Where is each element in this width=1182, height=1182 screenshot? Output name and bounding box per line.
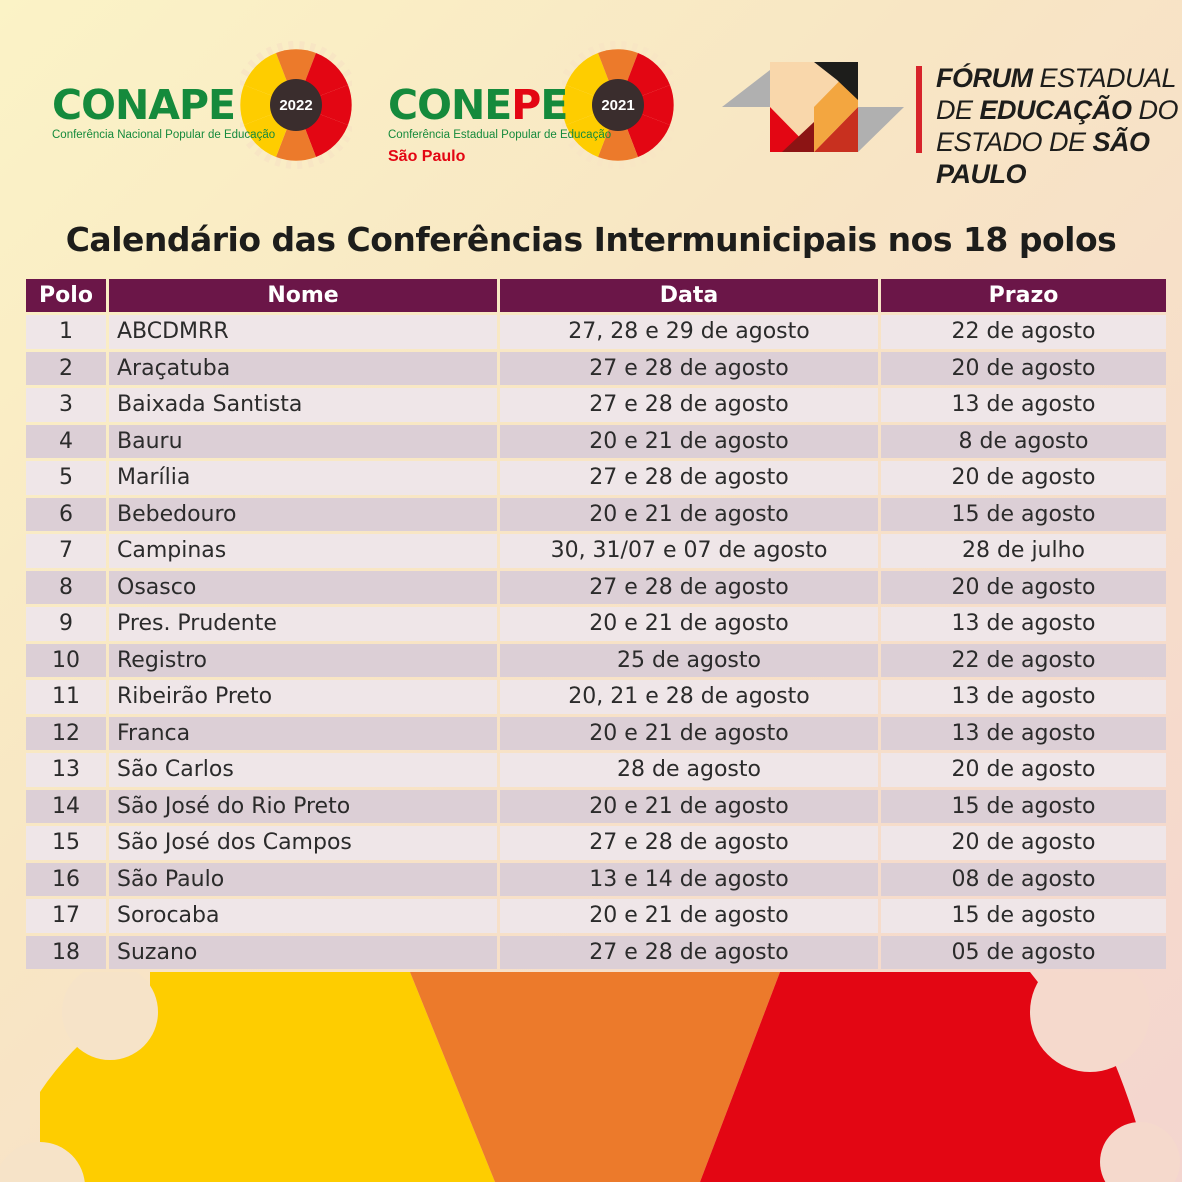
- table-row: [26, 899, 1166, 933]
- cell-data: 25 de agosto: [500, 644, 878, 678]
- conepe-word-post: E: [540, 81, 568, 129]
- cell-data: 27 e 28 de agosto: [500, 352, 878, 386]
- table-row: [26, 607, 1166, 641]
- conape-wordmark: CONAPE: [52, 81, 236, 129]
- cell-nome: Ribeirão Preto: [109, 680, 497, 714]
- forum-line2-bold: EDUCAÇÃO: [979, 95, 1132, 125]
- table-row: [26, 936, 1166, 970]
- cell-polo: 2: [26, 352, 106, 386]
- table-row: [26, 315, 1166, 349]
- cell-data: 20 e 21 de agosto: [500, 498, 878, 532]
- table-header-row: [26, 279, 1166, 312]
- cell-polo: 8: [26, 571, 106, 605]
- cell-nome: São Carlos: [109, 753, 497, 787]
- page-title: Calendário das Conferências Intermunicipais nos 18 polos: [65, 220, 1117, 259]
- forum-line1: [936, 62, 1182, 94]
- cell-nome: Suzano: [109, 936, 497, 970]
- cell-prazo: 15 de agosto: [881, 790, 1166, 824]
- cell-prazo: 20 de agosto: [881, 826, 1166, 860]
- forum-line2: [936, 94, 1182, 126]
- forum-line1-bold: FÓRUM: [936, 63, 1033, 93]
- cell-prazo: 13 de agosto: [881, 607, 1166, 641]
- cell-nome: Franca: [109, 717, 497, 751]
- cell-data: 20 e 21 de agosto: [500, 717, 878, 751]
- cell-prazo: 22 de agosto: [881, 315, 1166, 349]
- cell-nome: Araçatuba: [109, 352, 497, 386]
- table-row: [26, 571, 1166, 605]
- table-row: [26, 753, 1166, 787]
- cell-nome: Baixada Santista: [109, 388, 497, 422]
- cell-data: 27, 28 e 29 de agosto: [500, 315, 878, 349]
- cell-polo: 10: [26, 644, 106, 678]
- cell-prazo: 08 de agosto: [881, 863, 1166, 897]
- table-row: [26, 388, 1166, 422]
- cell-prazo: 20 de agosto: [881, 461, 1166, 495]
- table-row: [26, 826, 1166, 860]
- cell-data: 28 de agosto: [500, 753, 878, 787]
- cell-prazo: 20 de agosto: [881, 571, 1166, 605]
- cell-prazo: 22 de agosto: [881, 644, 1166, 678]
- conape-subtitle: Conferência Nacional Popular de Educação: [52, 129, 276, 141]
- header-data: Data: [500, 279, 878, 312]
- forum-line3: [936, 126, 1182, 190]
- cell-nome: Bebedouro: [109, 498, 497, 532]
- conepe-subtitle: Conferência Estadual Popular de Educação: [388, 129, 612, 141]
- cell-nome: São José do Rio Preto: [109, 790, 497, 824]
- cell-nome: Campinas: [109, 534, 497, 568]
- conepe-word-pre: CONE: [388, 81, 512, 129]
- cell-data: 27 e 28 de agosto: [500, 826, 878, 860]
- conape-logo: [50, 40, 350, 175]
- cell-data: 27 e 28 de agosto: [500, 571, 878, 605]
- cell-prazo: 28 de julho: [881, 534, 1166, 568]
- header-prazo: Prazo: [881, 279, 1166, 312]
- table-row: [26, 790, 1166, 824]
- calendar-table: [23, 276, 1169, 972]
- cell-nome: Pres. Prudente: [109, 607, 497, 641]
- cell-prazo: 15 de agosto: [881, 498, 1166, 532]
- table-row: [26, 461, 1166, 495]
- forum-name: [936, 62, 1182, 190]
- cell-polo: 14: [26, 790, 106, 824]
- bottom-sun-decoration: [0, 972, 1182, 1182]
- cell-polo: 9: [26, 607, 106, 641]
- conepe-region: São Paulo: [388, 148, 466, 165]
- cell-prazo: 13 de agosto: [881, 680, 1166, 714]
- table-body: [26, 315, 1166, 969]
- cell-nome: ABCDMRR: [109, 315, 497, 349]
- forum-red-bar: [916, 66, 922, 153]
- cell-data: 13 e 14 de agosto: [500, 863, 878, 897]
- table-row: [26, 863, 1166, 897]
- forum-line2-post: DO: [1131, 95, 1179, 125]
- cell-polo: 16: [26, 863, 106, 897]
- cell-prazo: 15 de agosto: [881, 899, 1166, 933]
- cell-nome: Registro: [109, 644, 497, 678]
- cell-data: 20 e 21 de agosto: [500, 607, 878, 641]
- cell-data: 20 e 21 de agosto: [500, 899, 878, 933]
- cell-polo: 13: [26, 753, 106, 787]
- cell-nome: São José dos Campos: [109, 826, 497, 860]
- table-row: [26, 680, 1166, 714]
- cell-polo: 5: [26, 461, 106, 495]
- cell-polo: 6: [26, 498, 106, 532]
- cell-polo: 15: [26, 826, 106, 860]
- conepe-wordmark: [388, 81, 568, 129]
- forum-line3-pre: ESTADO DE: [936, 127, 1093, 157]
- cell-data: 20 e 21 de agosto: [500, 790, 878, 824]
- cell-polo: 12: [26, 717, 106, 751]
- cell-nome: Bauru: [109, 425, 497, 459]
- cell-polo: 7: [26, 534, 106, 568]
- forum-line3-bold: SÃO PAULO: [936, 127, 1150, 189]
- header-nome: Nome: [109, 279, 497, 312]
- forum-line2-pre: DE: [936, 95, 980, 125]
- forum-line1-rest: ESTADUAL: [1032, 63, 1177, 93]
- cell-prazo: 05 de agosto: [881, 936, 1166, 970]
- cell-prazo: 20 de agosto: [881, 753, 1166, 787]
- conape-year-badge: 2022: [270, 79, 322, 131]
- cell-data: 20 e 21 de agosto: [500, 425, 878, 459]
- cell-nome: Sorocaba: [109, 899, 497, 933]
- cell-polo: 1: [26, 315, 106, 349]
- cell-prazo: 13 de agosto: [881, 388, 1166, 422]
- cell-polo: 4: [26, 425, 106, 459]
- table-row: [26, 644, 1166, 678]
- cell-polo: 18: [26, 936, 106, 970]
- cell-polo: 3: [26, 388, 106, 422]
- cell-data: 27 e 28 de agosto: [500, 388, 878, 422]
- cell-nome: Osasco: [109, 571, 497, 605]
- cell-prazo: 13 de agosto: [881, 717, 1166, 751]
- table-row: [26, 352, 1166, 386]
- conepe-year-badge: 2021: [592, 79, 644, 131]
- cell-prazo: 20 de agosto: [881, 352, 1166, 386]
- cell-nome: São Paulo: [109, 863, 497, 897]
- cell-polo: 17: [26, 899, 106, 933]
- table-row: [26, 717, 1166, 751]
- header-polo: Polo: [26, 279, 106, 312]
- conepe-word-red: P: [511, 81, 541, 129]
- table-row: [26, 534, 1166, 568]
- conepe-logo: [388, 40, 688, 175]
- cell-data: 27 e 28 de agosto: [500, 936, 878, 970]
- cell-nome: Marília: [109, 461, 497, 495]
- forum-geometric-emblem: [722, 60, 912, 155]
- table-row: [26, 498, 1166, 532]
- cell-data: 30, 31/07 e 07 de agosto: [500, 534, 878, 568]
- table-row: [26, 425, 1166, 459]
- cell-data: 27 e 28 de agosto: [500, 461, 878, 495]
- cell-polo: 11: [26, 680, 106, 714]
- cell-prazo: 8 de agosto: [881, 425, 1166, 459]
- cell-data: 20, 21 e 28 de agosto: [500, 680, 878, 714]
